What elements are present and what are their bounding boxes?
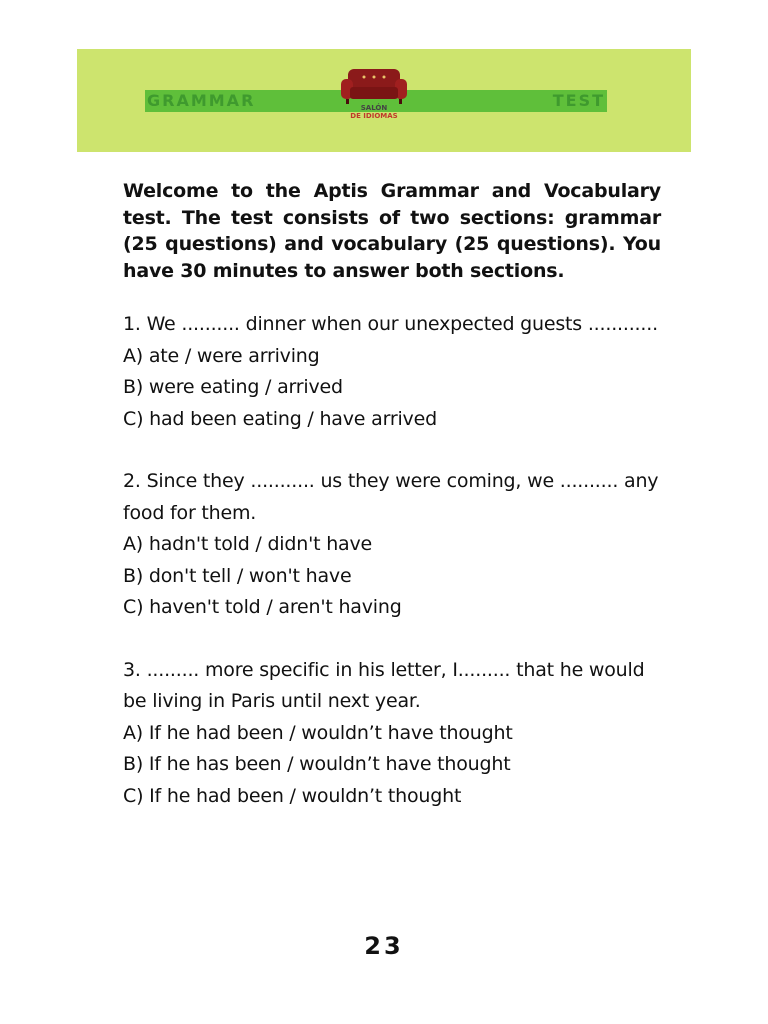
- question-stem: 3. ......... more specific in his letter, I......... that he would be living in Paris until next year.: [123, 658, 645, 712]
- answer-option: B) If he has been / wouldn’t have thought: [123, 753, 511, 775]
- page-number: 23: [364, 932, 404, 960]
- answer-option: C) had been eating / have arrived: [123, 407, 437, 430]
- intro-paragraph: Welcome to the Aptis Grammar and Vocabulary test. The test consists of two sections: grammar (25 questions) and vocabulary (25 questions). You have 30 minutes to answer both sections.: [123, 180, 661, 282]
- answer-option: A) ate / were arriving: [123, 344, 320, 367]
- answer-option: A) If he had been / wouldn’t have thought: [123, 721, 513, 744]
- header-left-word: GRAMMAR: [147, 91, 256, 110]
- answer-option: C) haven't told / aren't having: [123, 596, 402, 618]
- question-stem: 2. Since they ........... us they were coming, we .......... any food for them.: [123, 470, 659, 524]
- answer-option: B) don't tell / won't have: [123, 564, 352, 587]
- question-1: [123, 309, 661, 435]
- logo-text-line1: SALÓN: [360, 104, 388, 112]
- answer-option: C) If he had been / wouldn’t thought: [123, 784, 462, 807]
- answer-option: B) were eating / arrived: [123, 376, 343, 398]
- sofa-icon: [339, 67, 409, 107]
- salon-de-idiomas-logo: [339, 67, 409, 125]
- test-content: [123, 178, 661, 843]
- question-2: [123, 466, 661, 624]
- logo-text-line2: DE IDIOMAS: [350, 112, 398, 120]
- header-banner: [77, 49, 691, 152]
- answer-option: A) hadn't told / didn't have: [123, 533, 373, 555]
- header-right-word: TEST: [552, 91, 605, 110]
- question-3: [123, 655, 661, 813]
- question-stem: 1. We .......... dinner when our unexpected guests ............: [123, 313, 658, 335]
